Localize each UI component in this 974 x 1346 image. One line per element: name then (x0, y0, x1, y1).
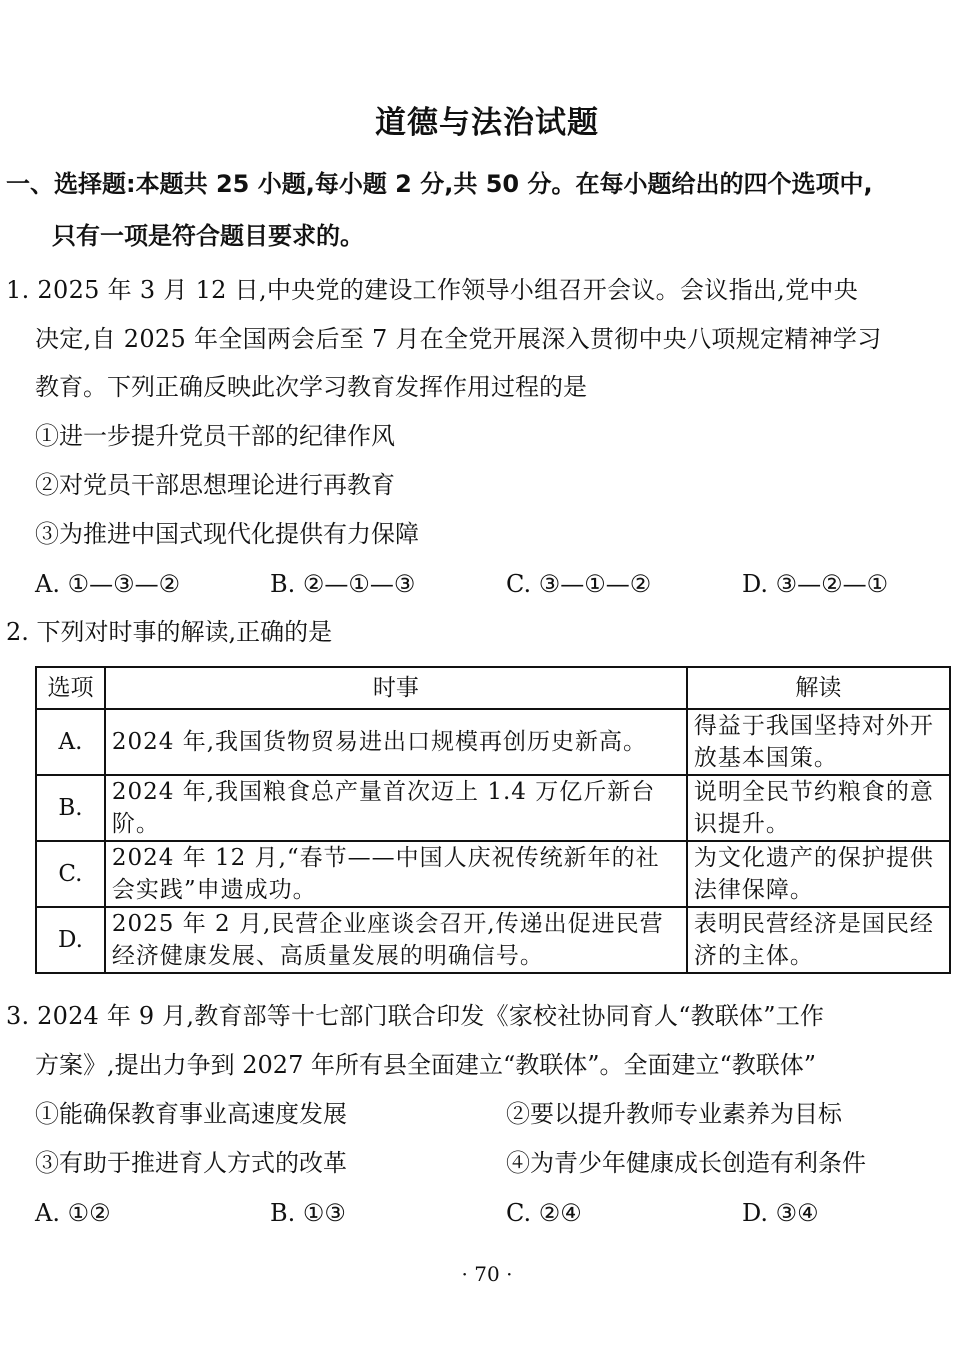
row-key: A. (36, 709, 105, 775)
q3-stem-line-2: 方案》,提出力争到 2027 年所有县全面建立“教联体”。全面建立“教联体” (35, 1051, 817, 1079)
q1-stem-line-2: 决定,自 2025 年全国两会后至 7 月在全党开展深入贯彻中央八项规定精神学习 (35, 325, 882, 353)
row-interpretation: 表明民营经济是国民经济的主体。 (687, 907, 950, 973)
q1-option-d: D. ③—②—① (742, 570, 889, 598)
q2-table (35, 666, 951, 974)
q1-item-3: ③为推进中国式现代化提供有力保障 (35, 520, 419, 548)
row-event: 2024 年,我国货物贸易进出口规模再创历史新高。 (105, 709, 687, 775)
q3-item-1: ①能确保教育事业高速度发展 (35, 1100, 347, 1128)
page-title: 道德与法治试题 (375, 105, 599, 141)
q3-option-b: B. ①③ (270, 1199, 346, 1227)
table-row (36, 841, 950, 907)
row-interpretation: 说明全民节约粮食的意识提升。 (687, 775, 950, 841)
q1-stem-line-3: 教育。下列正确反映此次学习教育发挥作用过程的是 (35, 373, 587, 401)
row-key: D. (36, 907, 105, 973)
header-event: 时事 (105, 667, 687, 709)
q1-stem-line-1: 1. 2025 年 3 月 12 日,中央党的建设工作领导小组召开会议。会议指出,党中央 (6, 276, 859, 304)
row-key: B. (36, 775, 105, 841)
q1-option-b: B. ②—①—③ (270, 570, 416, 598)
header-option: 选项 (36, 667, 105, 709)
section-heading-line-2: 只有一项是符合题目要求的。 (52, 222, 364, 250)
q1-item-2: ②对党员干部思想理论进行再教育 (35, 471, 395, 499)
table-row (36, 907, 950, 973)
q1-option-c: C. ③—①—② (506, 570, 652, 598)
row-key: C. (36, 841, 105, 907)
q3-option-c: C. ②④ (506, 1199, 582, 1227)
q1-item-1: ①进一步提升党员干部的纪律作风 (35, 422, 395, 450)
row-interpretation: 为文化遗产的保护提供法律保障。 (687, 841, 950, 907)
q3-item-3: ③有助于推进育人方式的改革 (35, 1149, 347, 1177)
table-row (36, 709, 950, 775)
q3-option-d: D. ③④ (742, 1199, 819, 1227)
q3-stem-line-1: 3. 2024 年 9 月,教育部等十七部门联合印发《家校社协同育人“教联体”工作 (6, 1002, 825, 1030)
row-event: 2025 年 2 月,民营企业座谈会召开,传递出促进民营经济健康发展、高质量发展的明确信号。 (105, 907, 687, 973)
row-event: 2024 年,我国粮食总产量首次迈上 1.4 万亿斤新台阶。 (105, 775, 687, 841)
q3-option-a: A. ①② (35, 1199, 111, 1227)
row-event: 2024 年 12 月,“春节——中国人庆祝传统新年的社会实践”申遗成功。 (105, 841, 687, 907)
page-number: · 70 · (461, 1262, 513, 1286)
q3-item-4: ④为青少年健康成长创造有利条件 (506, 1149, 866, 1177)
q1-option-a: A. ①—③—② (35, 570, 181, 598)
table-row (36, 775, 950, 841)
row-interpretation: 得益于我国坚持对外开放基本国策。 (687, 709, 950, 775)
header-interpretation: 解读 (687, 667, 950, 709)
q3-item-2: ②要以提升教师专业素养为目标 (506, 1100, 842, 1128)
section-heading-line-1: 一、选择题:本题共 25 小题,每小题 2 分,共 50 分。在每小题给出的四个选项中, (6, 170, 873, 198)
q2-stem: 2. 下列对时事的解读,正确的是 (6, 618, 333, 646)
table-header-row (36, 667, 950, 709)
